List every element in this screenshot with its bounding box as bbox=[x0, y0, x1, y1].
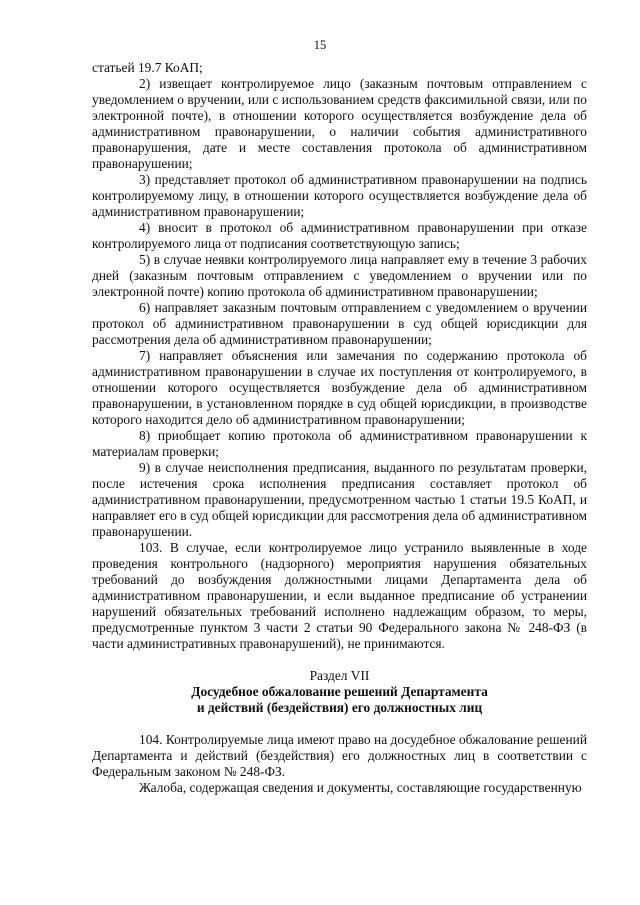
paragraph: 3) представляет протокол об административном правонарушении на подпись контролируемому лицу, в отношении которого осуществляется возбуждение дела об административном правонарушении; bbox=[92, 172, 587, 219]
spacer bbox=[92, 716, 587, 732]
paragraph: 104. Контролируемые лица имеют право на досудебное обжалование решений Департамента и действий (бездействия) его должностных лиц в соответствии с Федеральным законом № 248-ФЗ. bbox=[92, 732, 587, 779]
paragraph: 9) в случае неисполнения предписания, выданного по результатам проверки, после истечения срока исполнения предписания составляет протокол об административном правонарушении, предусмотренном частью 1 статьи 19.5 КоАП, и направляет его в суд общей юрисдикции для рассмотрения дела об административном правонарушении. bbox=[92, 460, 587, 539]
paragraph: 5) в случае неявки контролируемого лица направляет ему в течение 3 рабочих дней (заказным почтовым отправлением с уведомлением о вручении или по электронной почте) копию протокола об административном правонарушении; bbox=[92, 252, 587, 299]
section-title-line-1: Досудебное обжалование решений Департамента bbox=[191, 684, 488, 699]
paragraph-list-top bbox=[92, 60, 587, 652]
spacer bbox=[92, 652, 587, 668]
paragraph: 4) вносит в протокол об административном правонарушении при отказе контролируемого лица от подписания соответствующую запись; bbox=[92, 220, 587, 251]
paragraph: 6) направляет заказным почтовым отправлением с уведомлением о вручении протокол об административном правонарушении в суд общей юрисдикции для рассмотрения дела об административном правонарушении; bbox=[92, 300, 587, 347]
paragraph: статьей 19.7 КоАП; bbox=[92, 60, 203, 75]
paragraph: 7) направляет объяснения или замечания по содержанию протокола об административном правонарушении в случае их поступления от контролируемого, в отношении которого осуществляется возбуждение дела об административном правонарушении, в установленном порядке в суд общей юрисдикции, в производстве которого находится дело об административном правонарушении; bbox=[92, 348, 587, 427]
paragraph-list-bottom bbox=[92, 732, 587, 796]
paragraph: 2) извещает контролируемое лицо (заказным почтовым отправлением с уведомлением о вручении, или с использованием средств факсимильной связи, или по электронной почте), в отношении которого осуществляется возбуждение дела об административном правонарушении, о наличии события административного правонарушения, дате и месте составления протокола об административном правонарушении; bbox=[92, 76, 587, 171]
paragraph: Жалоба, содержащая сведения и документы, составляющие государственную bbox=[139, 780, 582, 795]
document-body bbox=[92, 60, 587, 796]
paragraph: 8) приобщает копию протокола об административном правонарушении к материалам проверки; bbox=[92, 428, 587, 459]
section-title-line-2: и действий (бездействия) его должностных лиц bbox=[196, 700, 483, 715]
page-number: 15 bbox=[313, 38, 327, 52]
paragraph: 103. В случае, если контролируемое лицо устранило выявленные в ходе проведения контрольного (надзорного) мероприятия нарушения обязательных требований до возбуждения должностными лицами Департамента дела об административном правонарушении, и если выданное предписание об устранении нарушений обязательных требований исполнено надлежащим образом, то меры, предусмотренные пунктом 3 части 2 статьи 90 Федерального закона № 248-ФЗ (в части административных правонарушений), не принимаются. bbox=[92, 540, 587, 651]
section-label: Раздел VII bbox=[309, 668, 370, 683]
